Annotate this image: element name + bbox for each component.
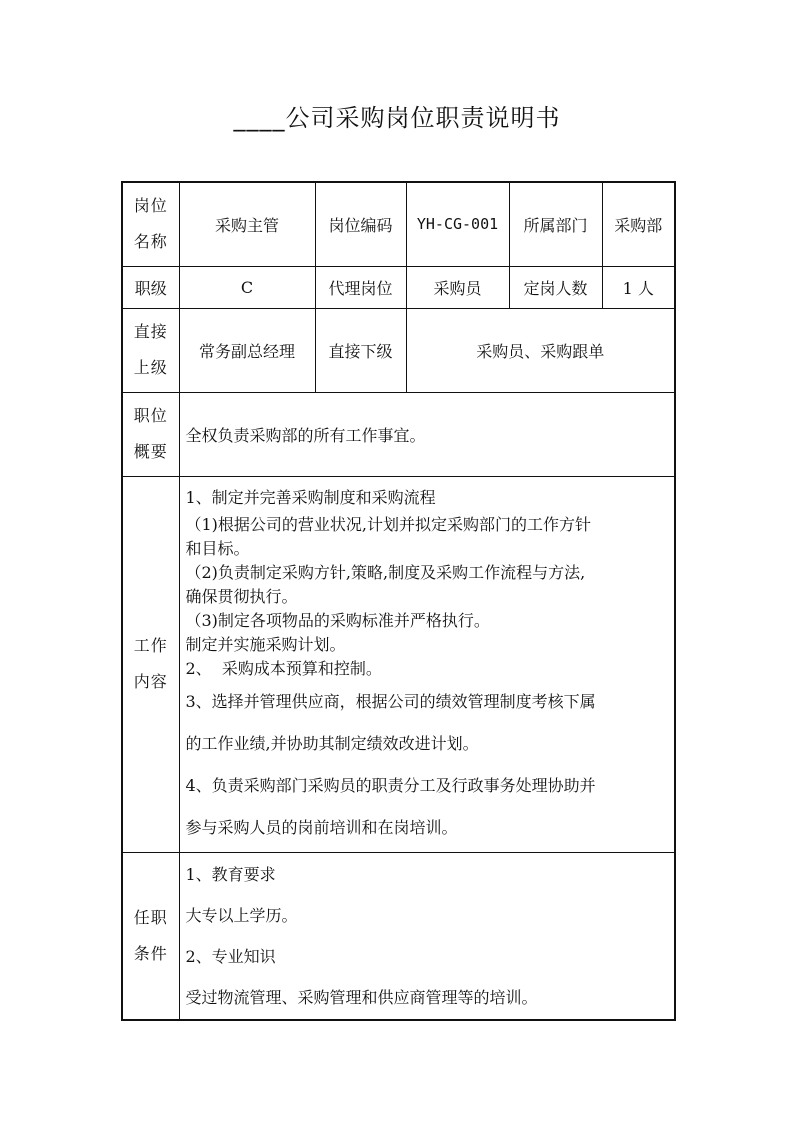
job-content-label: 工作 内容 — [122, 476, 179, 852]
headcount-label: 定岗人数 — [509, 266, 602, 308]
list-item: 1、制定并完善采购制度和采购流程 — [185, 487, 436, 507]
deputy-position-value: 采购员 — [406, 266, 509, 308]
department-label: 所属部门 — [509, 182, 602, 266]
qualification-label: 任职 条件 — [122, 852, 179, 1020]
list-item: 确保贯彻执行。 — [185, 586, 298, 606]
qualification-value — [179, 852, 675, 1020]
table-row — [122, 182, 675, 266]
headcount-value: 1 人 — [602, 266, 675, 308]
list-item: （1)根据公司的营业状况,计划并拟定采购部门的工作方针 — [185, 514, 592, 534]
position-summary-label: 职位 概要 — [122, 392, 179, 476]
table-row — [122, 308, 675, 392]
table-row — [122, 266, 675, 308]
direct-superior-label: 直接 上级 — [122, 308, 179, 392]
list-item: 2、专业知识 — [185, 946, 276, 966]
position-name-value: 采购主管 — [179, 182, 315, 266]
list-item: 制定并实施采购计划。 — [185, 634, 346, 654]
list-item: 2、 采购成本预算和控制。 — [185, 658, 382, 678]
position-summary-value: 全权负责采购部的所有工作事宜。 — [179, 392, 675, 476]
department-value: 采购部 — [602, 182, 675, 266]
position-code-value: YH-CG-001 — [406, 182, 509, 266]
list-item: 3、选择并管理供应商，根据公司的绩效管理制度考核下属 — [185, 691, 596, 711]
list-item: 和目标。 — [185, 538, 250, 558]
deputy-position-label: 代理岗位 — [315, 266, 406, 308]
table-row — [122, 852, 675, 1020]
direct-subordinate-value: 采购员、采购跟单 — [406, 308, 675, 392]
table-row — [122, 476, 675, 852]
direct-superior-value: 常务副总经理 — [179, 308, 315, 392]
page-title: ____公司采购岗位职责说明书 — [233, 104, 561, 132]
list-item: （3)制定各项物品的采购标准并严格执行。 — [185, 610, 490, 630]
list-item: 的工作业绩,并协助其制定绩效改进计划。 — [185, 733, 479, 753]
level-value: C — [179, 266, 315, 308]
position-code-label: 岗位编码 — [315, 182, 406, 266]
list-item: 大专以上学历。 — [185, 905, 298, 925]
list-item: 参与采购人员的岗前培训和在岗培训。 — [185, 817, 458, 837]
list-item: （2)负责制定采购方针,策略,制度及采购工作流程与方法, — [185, 562, 586, 582]
table-row — [122, 392, 675, 476]
direct-subordinate-label: 直接下级 — [315, 308, 406, 392]
list-item: 4、负责采购部门采购员的职责分工及行政事务处理协助并 — [185, 775, 596, 795]
job-description-table — [121, 181, 676, 1021]
list-item: 受过物流管理、采购管理和供应商管理等的培训。 — [185, 987, 538, 1007]
job-content-value — [179, 476, 675, 852]
list-item: 1、教育要求 — [185, 864, 276, 884]
position-name-label: 岗位 名称 — [122, 182, 179, 266]
level-label: 职级 — [122, 266, 179, 308]
